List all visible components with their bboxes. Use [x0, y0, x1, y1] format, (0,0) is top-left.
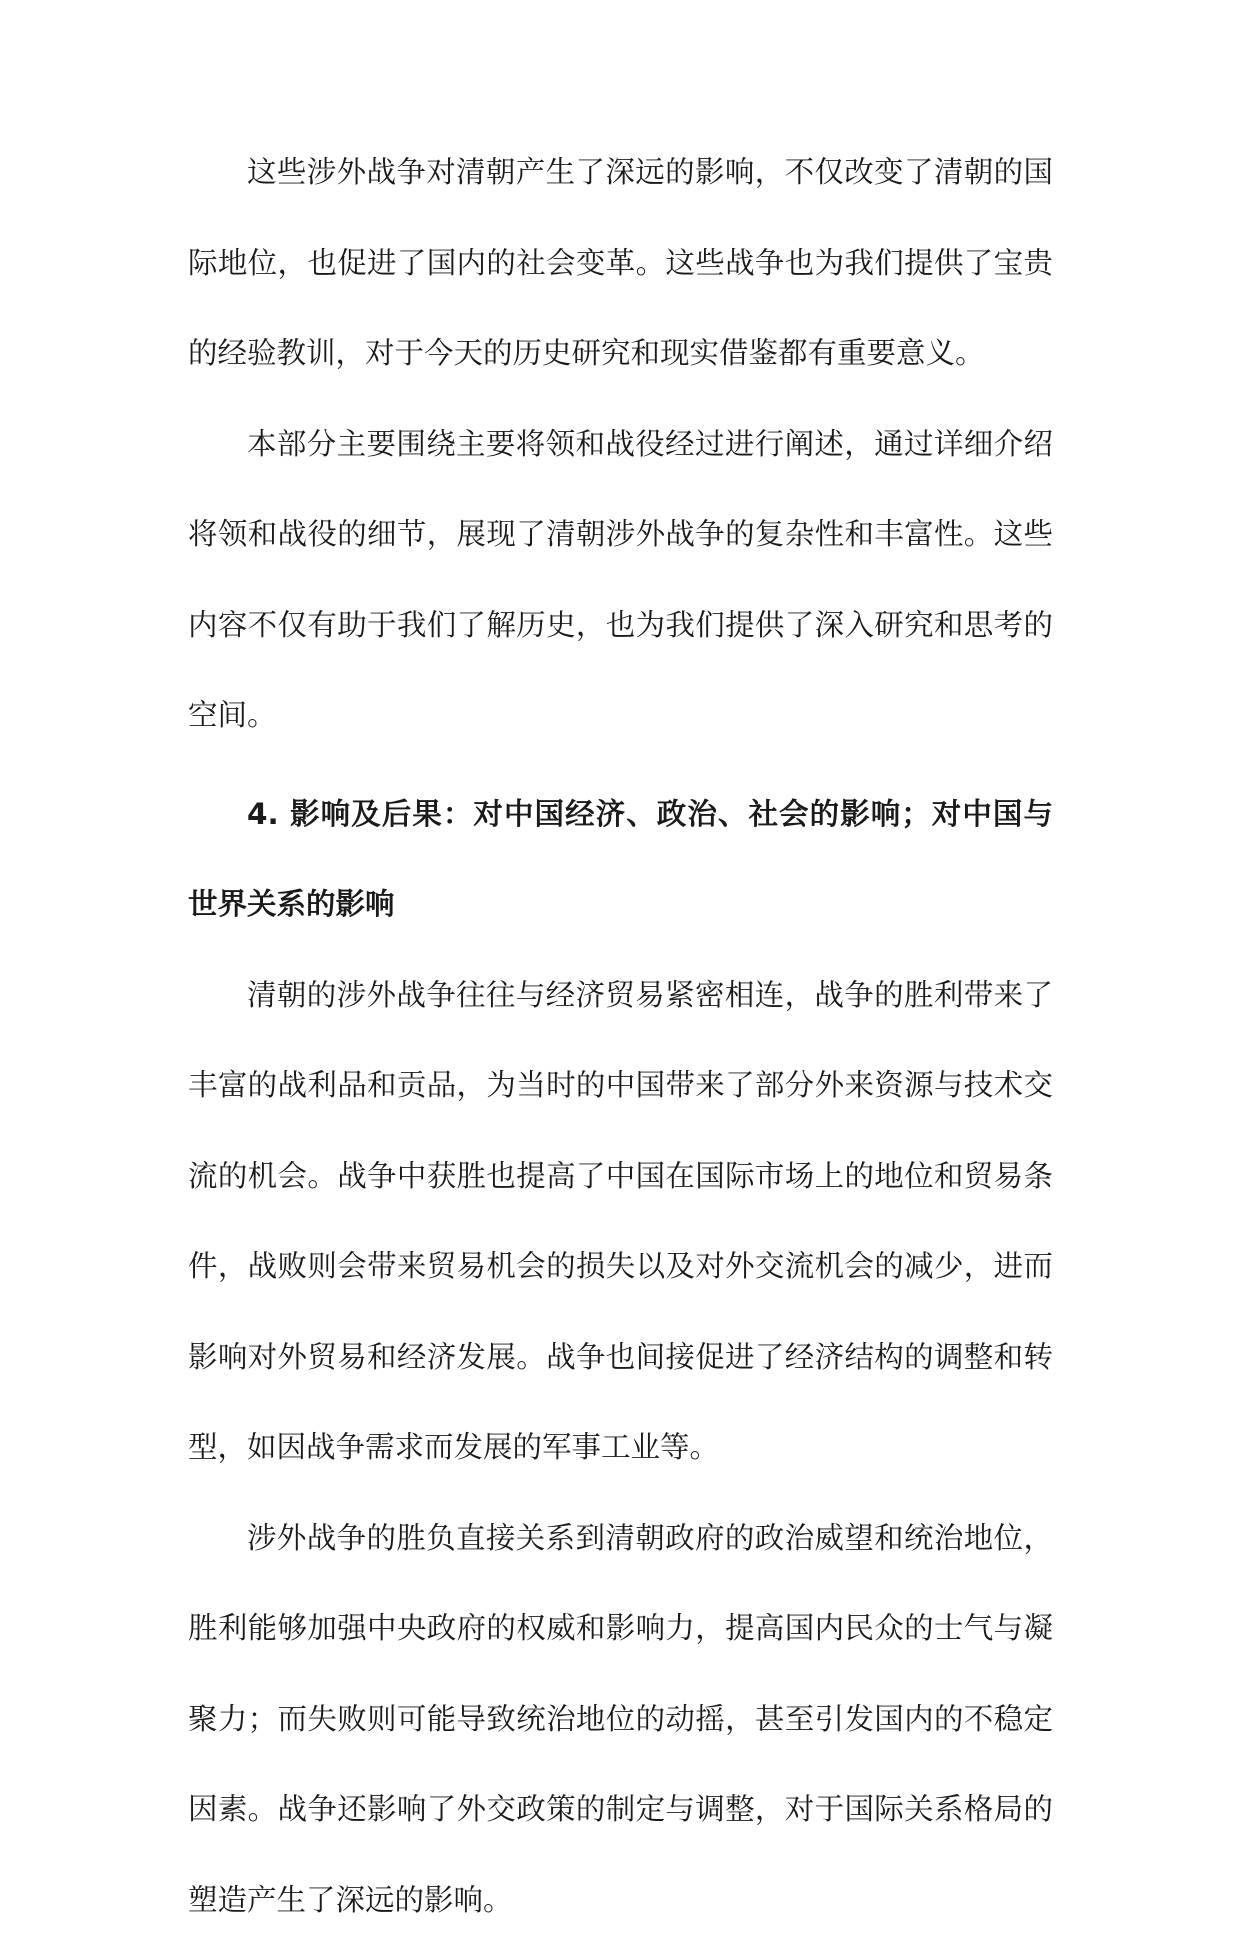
paragraph-political-impact: 涉外战争的胜负直接关系到清朝政府的政治威望和统治地位，胜利能够加强中央政府的权威和影响力，提高国内民众的士气与凝聚力；而失败则可能导致统治地位的动摇，甚至引发国内的不稳定因素。战争还影响了外交政策的制定与调整，对于国际关系格局的塑造产生了深远的影响。: [188, 1493, 1053, 1945]
section-spacer: [188, 761, 1053, 769]
paragraph-section-summary: 本部分主要围绕主要将领和战役经过进行阐述，通过详细介绍将领和战役的细节，展现了清朝涉外战争的复杂性和丰富性。这些内容不仅有助于我们了解历史，也为我们提供了深入研究和思考的空间。: [188, 399, 1053, 761]
document-body: [188, 127, 1053, 1945]
paragraph-economic-impact: 清朝的涉外战争往往与经济贸易紧密相连，战争的胜利带来了丰富的战利品和贡品，为当时的中国带来了部分外来资源与技术交流的机会。战争中获胜也提高了中国在国际市场上的地位和贸易条件，战败则会带来贸易机会的损失以及对外交流机会的减少，进而影响对外贸易和经济发展。战争也间接促进了经济结构的调整和转型，如因战争需求而发展的军事工业等。: [188, 950, 1053, 1493]
section-heading: 4. 影响及后果：对中国经济、政治、社会的影响；对中国与世界关系的影响: [188, 769, 1053, 950]
paragraph-impact-intro: 这些涉外战争对清朝产生了深远的影响，不仅改变了清朝的国际地位，也促进了国内的社会变革。这些战争也为我们提供了宝贵的经验教训，对于今天的历史研究和现实借鉴都有重要意义。: [188, 127, 1053, 399]
